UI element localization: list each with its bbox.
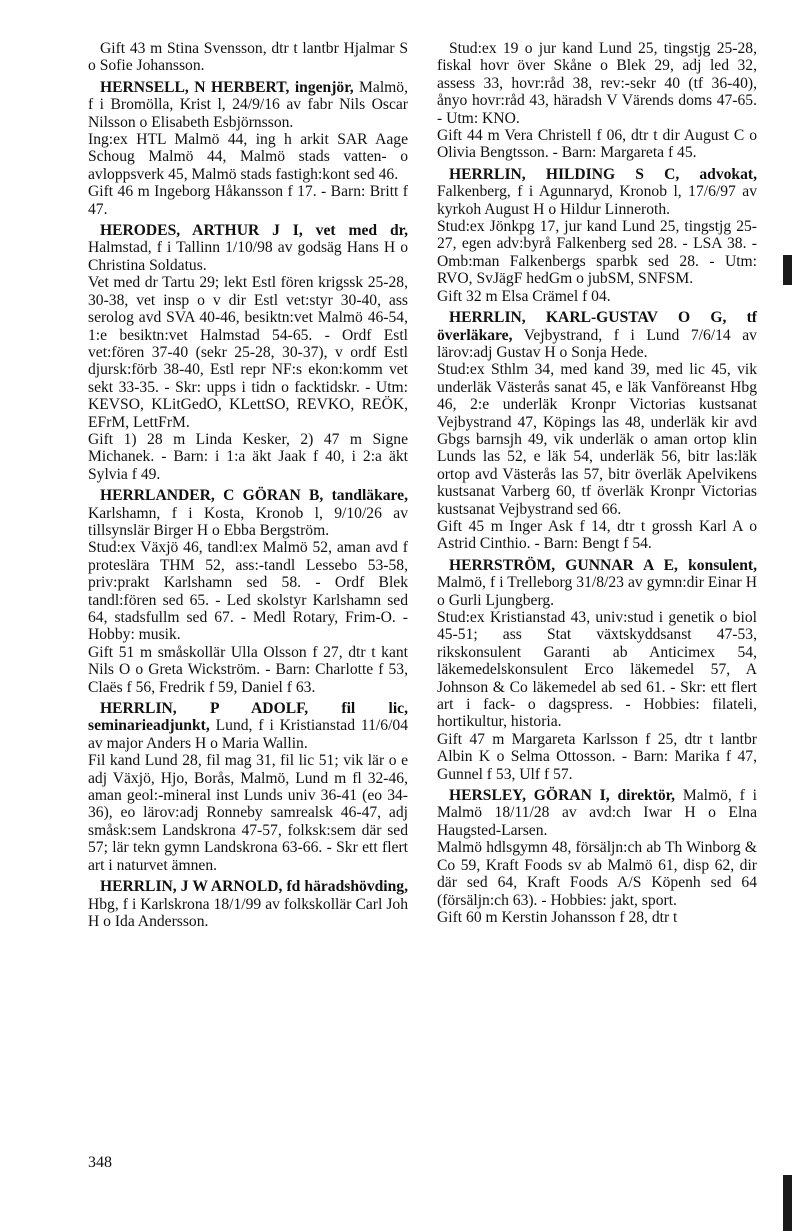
entry-text: Gift 47 m Margareta Karlsson f 25, dtr t lantbr Albin K o Selma Ottosson. - Barn: Marika f 47, Gunnel f 53, Ulf f 57. xyxy=(437,730,757,783)
entry-text: Vejbystrand, f i Lund 7/6/14 av lärov:adj Gustav H o Sonja Hede. xyxy=(437,326,757,361)
entry-text: Karlshamn, f i Kosta, Kronob l, 9/10/26 av tillsynslär Birger H o Ebba Bergström. xyxy=(88,504,408,539)
entry-paragraph xyxy=(437,839,757,909)
biography-entry xyxy=(437,557,757,783)
entry-text: Stud:ex Kristianstad 43, univ:stud i genetik o biol 45-51; ass Stat växtskyddsanst 47-53, rikskonsulent Garanti ab Anticimex 54, läkemedelskonsulent Erco läkemedel 57, A Johnson & Co läkemedel ab sed 61. - Skr: ett flert art i fack- o dagspress. - Hobbies: filateli, hortikultur, historia. xyxy=(437,609,757,731)
entry-paragraph xyxy=(88,131,408,183)
entry-name: HERODES, ARTHUR J I, vet med dr, xyxy=(100,222,408,240)
entry-text: Gift 45 m Inger Ask f 14, dtr t grossh Karl A o Astrid Cinthio. - Barn: Bengt f 54. xyxy=(437,517,757,553)
entry-paragraph xyxy=(437,361,757,518)
entry-text: Lund, f i Kristianstad 11/6/04 av major Anders H o Maria Wallin. xyxy=(88,717,408,752)
entry-paragraph xyxy=(437,609,757,731)
biography-entry xyxy=(437,309,757,553)
biography-entry xyxy=(437,166,757,305)
entry-paragraph xyxy=(88,274,408,431)
scan-edge-mark xyxy=(783,255,792,285)
scan-edge-mark xyxy=(783,1175,792,1231)
entry-name: HERRLIN, P ADOLF, fil lic, seminarieadjunkt, xyxy=(88,700,408,735)
entry-text: Ing:ex HTL Malmö 44, ing h arkit SAR Aage Schoug Malmö 44, Malmö stads vatten- o avloppsverk 45, Malmö stads fastigh:kont sed 46. xyxy=(88,131,408,183)
entry-paragraph xyxy=(88,700,408,752)
entry-text: Hbg, f i Karlskrona 18/1/99 av folkskollär Carl Joh H o Ida Andersson. xyxy=(88,895,408,930)
entry-paragraph xyxy=(437,166,757,218)
entry-name: HERRLIN, J W ARNOLD, fd häradshövding, xyxy=(100,878,408,896)
entry-text: Gift 44 m Vera Christell f 06, dtr t dir August C o Olivia Bengtsson. - Barn: Margareta f 45. xyxy=(437,127,757,162)
biography-entry xyxy=(88,79,408,218)
entry-name: HERNSELL, N HERBERT, ingenjör, xyxy=(100,78,354,96)
entry-text: Gift 60 m Kerstin Johansson f 28, dtr t xyxy=(437,908,678,926)
entry-text: Gift 32 m Elsa Crämel f 04. xyxy=(437,287,611,305)
biography-entry xyxy=(88,222,408,483)
biography-entry xyxy=(88,40,408,75)
entry-name: HERRLANDER, C GÖRAN B, tandläkare, xyxy=(100,487,408,505)
left-column xyxy=(88,40,408,934)
entry-paragraph xyxy=(88,878,408,930)
entry-text: Halmstad, f i Tallinn 1/10/98 av godsäg Hans H o Christina Soldatus. xyxy=(88,239,408,274)
biography-entry xyxy=(437,40,757,162)
entry-text: Fil kand Lund 28, fil mag 31, fil lic 51; vik lär o e adj Växjö, Hjo, Borås, Malmö, Lund m fl 32-46, aman geol:-mineral inst Lunds univ 36-41 (eo 34-36), eo lärov:adj Ronneby samrealsk 46-47, adj småsk:sem Landskrona 47-57, folksk:sem där sed 57; lär tekn gymn Landskrona 63-66. - Skr ett flert art i naturvet ämnen. xyxy=(88,752,408,874)
entry-paragraph xyxy=(88,539,408,643)
entry-paragraph xyxy=(88,644,408,696)
entry-text: Falkenberg, f i Agunnaryd, Kronob l, 17/6/97 av kyrkoh August H o Hildur Linneroth. xyxy=(437,183,757,218)
entry-paragraph xyxy=(88,487,408,539)
entry-paragraph xyxy=(88,752,408,874)
entry-text: Stud:ex Jönkpg 17, jur kand Lund 25, tingstjg 25-27, egen adv:byrå Falkenberg sed 28. - LSA 38. - Omb:man Falkenbergs sparbk sed 28. - Utm: RVO, SvJägF hedGm o jubSM, SNFSM. xyxy=(437,218,757,288)
entry-paragraph xyxy=(437,787,757,839)
entry-paragraph xyxy=(437,518,757,553)
entry-name: HERRLIN, KARL-GUSTAV O G, tf överläkare, xyxy=(437,309,757,344)
entry-paragraph xyxy=(437,557,757,609)
entry-paragraph xyxy=(88,431,408,483)
entry-text: Stud:ex 19 o jur kand Lund 25, tingstjg 25-28, fiskal hovr över Skåne o Blek 29, adj led 32, assess 33, hovr:råd 38, rev:-sekr 40 (tf 36-40), ånyo hovr:råd 43, häradsh V Värends doms 47-65. - Utm: KNO. xyxy=(437,40,757,127)
entry-paragraph xyxy=(437,288,757,305)
entry-paragraph xyxy=(88,183,408,218)
page-number: 348 xyxy=(88,1154,112,1171)
entry-paragraph xyxy=(437,309,757,361)
entry-text: Stud:ex Sthlm 34, med kand 39, med lic 45, vik underläk Västerås sanat 45, e läk Vanföreanst Hbg 46, 2:e underläk Kronpr Victorias kustsanat Vejbystrand 47, Köpings las 48, underläk kir avd Gbgs barnsjh 49, vik underläk o aman ortop klin Lunds las 52, e läk 54, underläk 56, bitr las:läk ortop avd Västerås las 57, bitr överläk Apelvikens kustsanat Varberg 60, tf överläk Kronpr Victorias kustsanat Vejbystrand sed 66. xyxy=(437,361,757,518)
entry-name: HERRLIN, HILDING S C, advokat, xyxy=(449,165,757,183)
entry-text: Gift 51 m småskollär Ulla Olsson f 27, dtr t kant Nils O o Greta Wickström. - Barn: Charlotte f 53, Claës f 56, Fredrik f 59, Daniel f 63. xyxy=(88,643,408,696)
entry-name: HERSLEY, GÖRAN I, direktör, xyxy=(449,787,676,805)
entry-paragraph xyxy=(437,909,757,926)
entry-paragraph xyxy=(437,218,757,288)
right-column xyxy=(437,40,757,930)
entry-text: Malmö, f i Trelleborg 31/8/23 av gymn:dir Einar H o Gurli Ljungberg. xyxy=(437,574,757,609)
entry-paragraph xyxy=(88,40,408,75)
biography-entry xyxy=(88,700,408,874)
biography-entry xyxy=(88,878,408,930)
entry-paragraph xyxy=(88,222,408,274)
entry-paragraph xyxy=(437,127,757,162)
entry-paragraph xyxy=(437,40,757,127)
entry-text: Stud:ex Växjö 46, tandl:ex Malmö 52, aman avd f proteslära THM 52, ass:-tandl Lessebo 53-58, priv:prakt Karlshamn sed 58. - Ordf Blek tandl:fören sed 65. - Led skolstyr Karlshamn sed 64, stadsfullm sed 67. - Medl Rotary, Frim-O. - Hobby: musik. xyxy=(88,539,408,644)
entry-text: Gift 1) 28 m Linda Kesker, 2) 47 m Signe Michanek. - Barn: i 1:a äkt Jaak f 40, i 2:a äkt Sylvia f 49. xyxy=(88,430,408,483)
entry-text: Malmö, f i Bromölla, Krist l, 24/9/16 av fabr Nils Oscar Nilsson o Elisabeth Esbjörnsson. xyxy=(88,78,408,131)
entry-name: HERRSTRÖM, GUNNAR A E, konsulent, xyxy=(449,556,757,574)
entry-paragraph xyxy=(437,731,757,783)
entry-text: Vet med dr Tartu 29; lekt Estl fören krigssk 25-28, 30-38, vet insp o v dir Estl vet:styr 30-40, ass serolog avd SVA 40-46, besiktn:vet Malmö 46-54, 1:e besiktn:vet Halmstad 54-65. - Ordf Estl vet:fören 37-40 (sekr 25-28, 30-37), v ordf Estl djursk:förb 38-40, Estl repr NF:s ekon:komm vet sekt 33-35. - Skr: upps i tidn o facktidskr. - Utm: KEVSO, KLitGedO, KLettSO, REVKO, REÖK, EFrM, LettFrM. xyxy=(88,274,408,431)
biography-entry xyxy=(88,487,408,696)
biography-entry xyxy=(437,787,757,926)
entry-text: Gift 46 m Ingeborg Håkansson f 17. - Barn: Britt f 47. xyxy=(88,183,408,218)
entry-text: Malmö, f i Malmö 18/11/28 av avd:ch Iwar H o Elna Haugsted-Larsen. xyxy=(437,787,757,839)
entry-text: Gift 43 m Stina Svensson, dtr t lantbr Hjalmar S o Sofie Johansson. xyxy=(88,40,408,75)
entry-paragraph xyxy=(88,79,408,131)
entry-text: Malmö hdlsgymn 48, försäljn:ch ab Th Winborg & Co 59, Kraft Foods sv ab Malmö 61, disp 62, dir där sed 64, Kraft Foods A/S Köpenh sed 64 (försäljn:ch 63). - Hobbies: jakt, sport. xyxy=(437,839,757,909)
